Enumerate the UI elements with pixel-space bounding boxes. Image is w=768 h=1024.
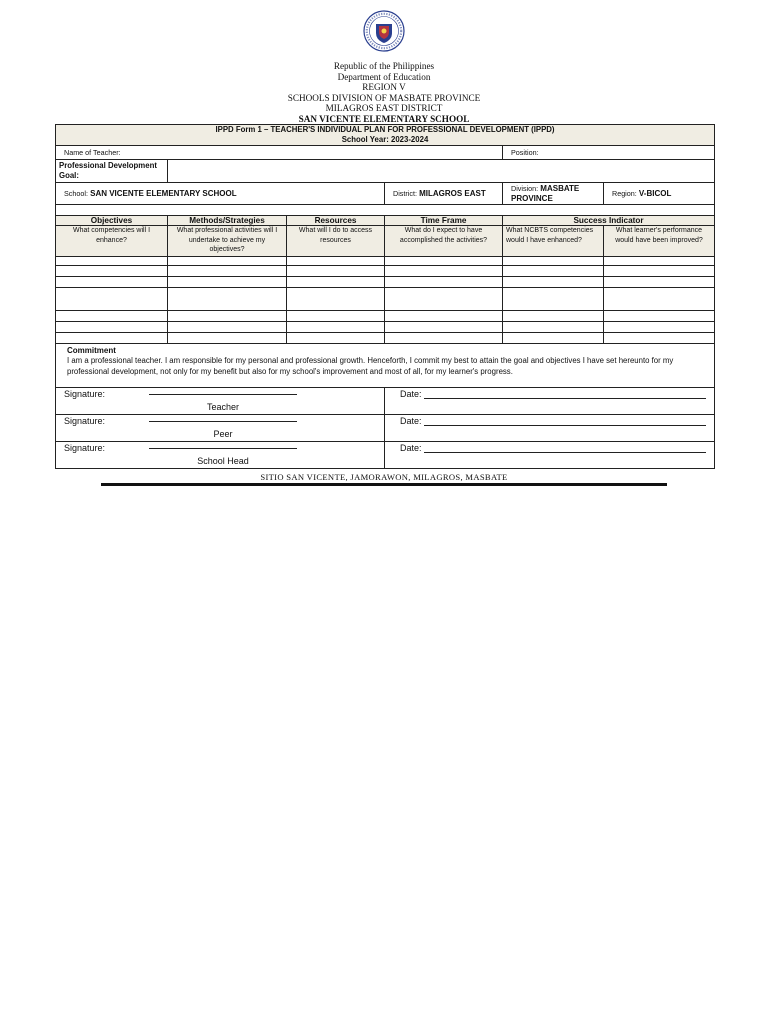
name-of-teacher-field[interactable] bbox=[56, 146, 503, 160]
plan-row bbox=[56, 322, 715, 333]
plan-cell[interactable] bbox=[503, 288, 604, 311]
col-learner-sub: What learner's performance would have been improved? bbox=[604, 226, 715, 257]
date-label: Date: bbox=[400, 443, 422, 453]
letterhead bbox=[0, 61, 768, 125]
date-cell[interactable] bbox=[385, 415, 715, 442]
plan-cell[interactable] bbox=[503, 311, 604, 322]
col-timeframe: Time Frame bbox=[385, 216, 503, 226]
position-field[interactable] bbox=[503, 146, 715, 160]
plan-row bbox=[56, 333, 715, 344]
date-line bbox=[424, 444, 707, 453]
plan-row bbox=[56, 288, 715, 311]
plan-cell[interactable] bbox=[56, 277, 168, 288]
goal-label: Professional Development Goal: bbox=[59, 161, 157, 180]
plan-cell[interactable] bbox=[168, 311, 287, 322]
form-title-row bbox=[56, 125, 715, 146]
header-district: MILAGROS EAST DISTRICT bbox=[325, 103, 443, 114]
footer-divider bbox=[101, 483, 667, 486]
signature-label: Signature: bbox=[64, 416, 106, 426]
signatory-role: School Head bbox=[197, 456, 249, 466]
col-methods-sub: What professional activities will I undertake to achieve my objectives? bbox=[168, 226, 287, 257]
footer-address: SITIO SAN VICENTE, JAMORAWON, MILAGROS, MASBATE bbox=[260, 472, 508, 482]
signature-label: Signature: bbox=[64, 389, 106, 399]
spacer-cell bbox=[56, 205, 715, 216]
division-value: MASBATE PROVINCE bbox=[511, 183, 580, 203]
date-label: Date: bbox=[400, 416, 422, 426]
col-objectives-sub: What competencies will I enhance? bbox=[56, 226, 168, 257]
plan-cell[interactable] bbox=[56, 288, 168, 311]
district-value: MILAGROS EAST bbox=[419, 189, 486, 198]
date-wrap bbox=[400, 416, 706, 426]
name-row bbox=[56, 146, 715, 160]
date-line bbox=[424, 390, 707, 399]
plan-cell[interactable] bbox=[287, 333, 385, 344]
column-head-row bbox=[56, 216, 715, 226]
plan-cell[interactable] bbox=[287, 277, 385, 288]
signature-row-school-head bbox=[56, 442, 715, 469]
col-resources-sub: What will I do to access resources bbox=[287, 226, 385, 257]
plan-cell[interactable] bbox=[168, 257, 287, 266]
date-line bbox=[424, 417, 707, 426]
plan-cell[interactable] bbox=[56, 311, 168, 322]
plan-cell[interactable] bbox=[385, 311, 503, 322]
plan-cell[interactable] bbox=[604, 322, 715, 333]
plan-cell[interactable] bbox=[503, 277, 604, 288]
date-cell[interactable] bbox=[385, 388, 715, 415]
plan-cell[interactable] bbox=[287, 288, 385, 311]
school-value: SAN VICENTE ELEMENTARY SCHOOL bbox=[90, 189, 237, 198]
plan-cell[interactable] bbox=[503, 266, 604, 277]
school-label: School: bbox=[64, 189, 88, 198]
signature-row-teacher bbox=[56, 388, 715, 415]
plan-cell[interactable] bbox=[168, 322, 287, 333]
plan-cell[interactable] bbox=[604, 311, 715, 322]
col-timeframe-sub: What do I expect to have accomplished the activities? bbox=[385, 226, 503, 257]
ippd-form-table bbox=[55, 124, 715, 469]
deped-seal-logo bbox=[363, 10, 405, 52]
plan-cell[interactable] bbox=[287, 322, 385, 333]
plan-cell[interactable] bbox=[56, 257, 168, 266]
division-cell bbox=[503, 183, 604, 205]
plan-cell[interactable] bbox=[604, 257, 715, 266]
col-methods: Methods/Strategies bbox=[168, 216, 287, 226]
plan-row bbox=[56, 277, 715, 288]
plan-cell[interactable] bbox=[56, 322, 168, 333]
district-label: District: bbox=[393, 189, 417, 198]
plan-cell[interactable] bbox=[385, 322, 503, 333]
signature-line bbox=[149, 393, 297, 395]
signatory-role: Peer bbox=[213, 429, 233, 439]
date-wrap bbox=[400, 443, 706, 453]
district-cell bbox=[385, 183, 503, 205]
col-objectives: Objectives bbox=[56, 216, 168, 226]
plan-cell[interactable] bbox=[385, 266, 503, 277]
plan-row bbox=[56, 266, 715, 277]
date-label: Date: bbox=[400, 389, 422, 399]
signature-cell[interactable] bbox=[56, 388, 385, 415]
plan-row bbox=[56, 257, 715, 266]
signatory-role: Teacher bbox=[206, 402, 240, 412]
position-label: Position: bbox=[511, 148, 539, 157]
header-division: SCHOOLS DIVISION OF MASBATE PROVINCE bbox=[287, 92, 481, 103]
spacer-row bbox=[56, 205, 715, 216]
header-region: REGION V bbox=[362, 82, 406, 93]
division-label: Division: bbox=[511, 183, 539, 193]
plan-cell[interactable] bbox=[385, 277, 503, 288]
plan-cell[interactable] bbox=[503, 257, 604, 266]
plan-cell[interactable] bbox=[604, 266, 715, 277]
goal-row bbox=[56, 160, 715, 183]
school-year: School Year: 2023-2024 bbox=[341, 135, 429, 144]
region-cell bbox=[604, 183, 715, 205]
date-wrap bbox=[400, 389, 706, 399]
school-cell bbox=[56, 183, 385, 205]
plan-cell[interactable] bbox=[287, 257, 385, 266]
col-resources: Resources bbox=[287, 216, 385, 226]
signature-cell[interactable] bbox=[56, 442, 385, 469]
date-cell[interactable] bbox=[385, 442, 715, 469]
plan-cell[interactable] bbox=[604, 333, 715, 344]
school-info-row bbox=[56, 183, 715, 205]
plan-cell[interactable] bbox=[503, 322, 604, 333]
plan-cell[interactable] bbox=[604, 277, 715, 288]
goal-field[interactable] bbox=[168, 160, 715, 183]
commitment-text: I am a professional teacher. I am responsible for my personal and professional growth. Henceforth, I commit my best to attain the goal and objectives I have set hereunto for my professional development, not only for my benefit but also for my school's improvement and most of all, for my learner's progress. bbox=[67, 356, 674, 376]
plan-cell[interactable] bbox=[56, 333, 168, 344]
column-sub-row bbox=[56, 226, 715, 257]
header-school: SAN VICENTE ELEMENTARY SCHOOL bbox=[298, 113, 470, 124]
signature-line bbox=[149, 420, 297, 422]
header-republic: Republic of the Philippines bbox=[333, 61, 435, 71]
plan-cell[interactable] bbox=[168, 266, 287, 277]
region-label: Region: bbox=[612, 189, 637, 198]
plan-cell[interactable] bbox=[385, 257, 503, 266]
plan-cell[interactable] bbox=[168, 288, 287, 311]
form-title: IPPD Form 1 – TEACHER'S INDIVIDUAL PLAN FOR PROFESSIONAL DEVELOPMENT (IPPD) bbox=[215, 125, 555, 134]
col-success-indicator: Success Indicator bbox=[503, 216, 715, 226]
signature-cell[interactable] bbox=[56, 415, 385, 442]
goal-label-cell bbox=[56, 160, 168, 183]
signature-row-peer bbox=[56, 415, 715, 442]
plan-cell[interactable] bbox=[168, 333, 287, 344]
col-ncbts-sub: What NCBTS competencies would I have enhanced? bbox=[503, 226, 604, 257]
plan-cell[interactable] bbox=[604, 288, 715, 311]
plan-cell[interactable] bbox=[385, 333, 503, 344]
form-title-cell bbox=[56, 125, 715, 146]
plan-cell[interactable] bbox=[503, 333, 604, 344]
plan-cell[interactable] bbox=[287, 266, 385, 277]
plan-cell[interactable] bbox=[56, 266, 168, 277]
name-of-teacher-label: Name of Teacher: bbox=[64, 148, 121, 157]
signature-line bbox=[149, 447, 297, 449]
plan-cell[interactable] bbox=[385, 288, 503, 311]
commitment-cell bbox=[56, 344, 715, 388]
plan-cell[interactable] bbox=[287, 311, 385, 322]
commitment-row bbox=[56, 344, 715, 388]
plan-cell[interactable] bbox=[168, 277, 287, 288]
region-value: V-BICOL bbox=[638, 189, 672, 198]
signature-label: Signature: bbox=[64, 443, 106, 453]
header-department: Department of Education bbox=[337, 71, 431, 82]
plan-row bbox=[56, 311, 715, 322]
commitment-title: Commitment bbox=[67, 346, 116, 355]
